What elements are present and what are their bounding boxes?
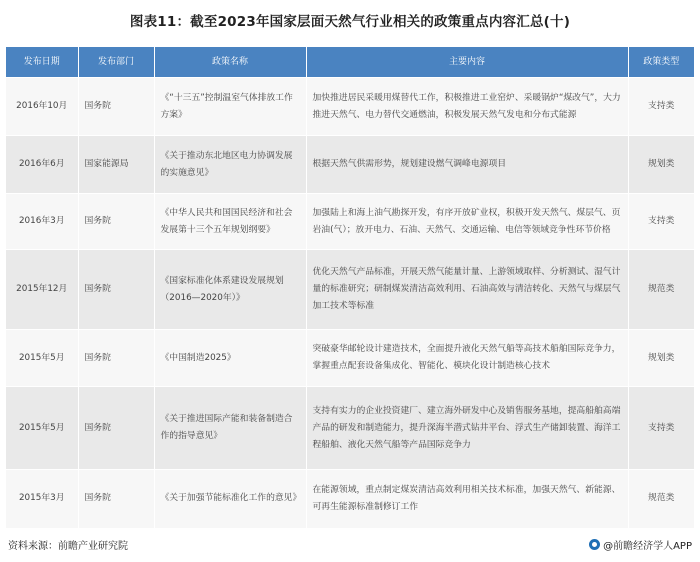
cell-policy-name: 《关于加强节能标准化工作的意见》 [154, 470, 306, 528]
policy-table [6, 47, 694, 528]
cell-type: 规范类 [628, 250, 694, 330]
cell-date: 2015年12月 [6, 250, 78, 330]
cell-dept: 国务院 [78, 78, 154, 136]
cell-type: 规划类 [628, 136, 694, 194]
cell-type: 支持类 [628, 194, 694, 250]
cell-type: 规划类 [628, 330, 694, 387]
cell-content: 优化天然气产品标准，开展天然气能量计量、上游领域取样、分析测试、湿气计量的标准研究；研制煤炭清洁高效利用、石油高效与清洁转化、天然气与煤层气加工技术等标准 [306, 250, 628, 330]
cell-policy-name: 《“十三五”控制温室气体排放工作方案》 [154, 78, 306, 136]
cell-dept: 国务院 [78, 387, 154, 470]
cell-date: 2015年3月 [6, 470, 78, 528]
header-name: 政策名称 [154, 47, 306, 78]
cell-date: 2015年5月 [6, 387, 78, 470]
table-row [6, 194, 694, 250]
cell-policy-name: 《关于推动东北地区电力协调发展的实施意见》 [154, 136, 306, 194]
cell-type: 支持类 [628, 387, 694, 470]
cell-dept: 国务院 [78, 250, 154, 330]
cell-policy-name: 《中华人民共和国国民经济和社会发展第十三个五年规划纲要》 [154, 194, 306, 250]
cell-content: 加强陆上和海上油气勘探开发，有序开放矿业权，积极开发天然气、煤层气、页岩油(气）；放开电力、石油、天然气、交通运输、电信等领域竞争性环节价格 [306, 194, 628, 250]
cell-content: 加快推进居民采暖用煤替代工作，积极推进工业窑炉、采暖锅炉“煤改气”，大力推进天然气、电力替代交通燃油，积极发展天然气发电和分布式能源 [306, 78, 628, 136]
table-row [6, 330, 694, 387]
cell-policy-name: 《关于推进国际产能和装备制造合作的指导意见》 [154, 387, 306, 470]
cell-policy-name: 《国家标准化体系建设发展规划（2016—2020年）》 [154, 250, 306, 330]
table-row [6, 136, 694, 194]
header-dept: 发布部门 [78, 47, 154, 78]
cell-dept: 国务院 [78, 194, 154, 250]
table-row [6, 470, 694, 528]
header-content: 主要内容 [306, 47, 628, 78]
table-row [6, 78, 694, 136]
chart-title: 图表11：截至2023年国家层面天然气行业相关的政策重点内容汇总(十) [129, 14, 571, 30]
header-type: 政策类型 [628, 47, 694, 78]
cell-dept: 国务院 [78, 470, 154, 528]
cell-date: 2016年10月 [6, 78, 78, 136]
cell-dept: 国务院 [78, 330, 154, 387]
brand-credit-text: @前瞻经济学人APP [603, 541, 692, 552]
brand-credit [589, 537, 692, 552]
cell-content: 突破豪华邮轮设计建造技术，全面提升液化天然气船等高技术船舶国际竞争力，掌握重点配套设备集成化、智能化、模块化设计制造核心技术 [306, 330, 628, 387]
table-row [6, 387, 694, 470]
cell-date: 2015年5月 [6, 330, 78, 387]
cell-dept: 国家能源局 [78, 136, 154, 194]
table-header-row [6, 47, 694, 78]
cell-type: 支持类 [628, 78, 694, 136]
cell-date: 2016年6月 [6, 136, 78, 194]
table-row [6, 250, 694, 330]
header-date: 发布日期 [6, 47, 78, 78]
source-note: 资料来源：前瞻产业研究院 [8, 541, 128, 552]
cell-date: 2016年3月 [6, 194, 78, 250]
cell-policy-name: 《中国制造2025》 [154, 330, 306, 387]
cell-content: 根据天然气供需形势，规划建设燃气调峰电源项目 [306, 136, 628, 194]
cell-content: 支持有实力的企业投资建厂、建立海外研发中心及销售服务基地，提高船舶高端产品的研发和制造能力，提升深海半潜式钻井平台、浮式生产储卸装置、海洋工程船舶、液化天然气船等产品国际竞争力 [306, 387, 628, 470]
brand-logo-icon [589, 539, 600, 550]
cell-type: 规范类 [628, 470, 694, 528]
cell-content: 在能源领域，重点制定煤炭清洁高效利用相关技术标准，加强天然气、新能源、可再生能源标准制修订工作 [306, 470, 628, 528]
